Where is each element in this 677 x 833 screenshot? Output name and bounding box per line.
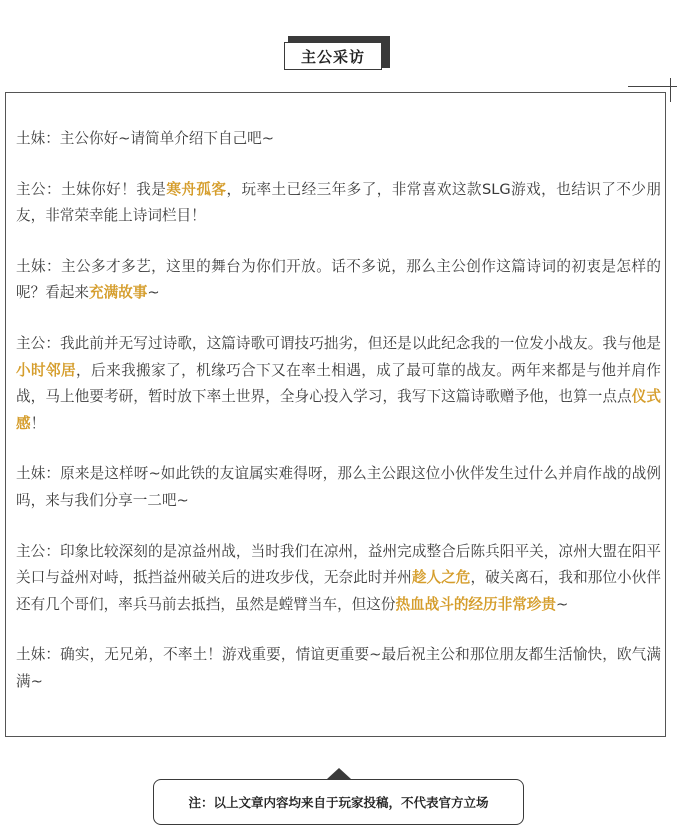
section-title-badge <box>284 36 390 74</box>
text-segment: 土妹：原来是这样呀~如此铁的友谊属实难得呀，那么主公跟这位小伙伴发生过什么并肩作战的战例吗，来与我们分享一二吧~ <box>16 465 661 509</box>
paragraph-3 <box>16 254 661 307</box>
text-segment: 土妹：主公你好~请简单介绍下自己吧~ <box>16 130 274 147</box>
disclaimer-note <box>153 779 524 825</box>
highlight-text: 充满故事 <box>88 284 148 302</box>
paragraph-1 <box>16 126 661 153</box>
text-segment: 主公：我此前并无写过诗歌，这篇诗歌可谓技巧拙劣，但还是以此纪念我的一位发小战友。我与他是 <box>16 334 661 352</box>
note-pointer <box>327 768 351 779</box>
text-segment: ~ <box>556 595 569 613</box>
text-segment: ，后来我搬家了，机缘巧合下又在率土相遇，成了最可靠的战友。两年来都是与他并肩作战，马上他要考研，暂时放下率土世界，全身心投入学习，我写下这篇诗歌赠予他，也算一点点 <box>16 361 661 406</box>
corner-decoration-vertical <box>670 78 671 102</box>
paragraph-5 <box>16 461 661 514</box>
paragraph-6 <box>16 539 661 619</box>
paragraph-7 <box>16 642 661 695</box>
paragraph-2 <box>16 177 661 230</box>
text-segment: ，破关离石，我和那位小伙伴还有几个哥们，率兵马前去抵挡，虽然是螳臂当车，但这份 <box>16 569 661 613</box>
highlight-text: 趁人之危 <box>411 569 471 587</box>
section-title: 主公采访 <box>284 42 382 70</box>
text-segment: ！ <box>30 414 46 432</box>
highlight-text: 仪式感 <box>16 388 661 432</box>
text-segment: 主公：土妹你好！我是 <box>16 180 167 198</box>
text-segment: 土妹：主公多才多艺，这里的舞台为你们开放。话不多说，那么主公创作这篇诗词的初衷是怎样的呢？看起来 <box>16 257 661 302</box>
interview-content <box>16 126 661 720</box>
disclaimer-text: 注：以上文章内容均来自于玩家投稿，不代表官方立场 <box>188 795 489 810</box>
highlight-text: 热血战斗的经历非常珍贵 <box>395 595 556 613</box>
text-segment: ，玩率土已经三年多了，非常喜欢这款SLG游戏，也结识了不少朋友，非常荣幸能上诗词栏目！ <box>16 180 661 225</box>
text-segment: 土妹：确实，无兄弟，不率土！游戏重要，情谊更重要~最后祝主公和那位朋友都生活愉快，欧气满满~ <box>16 646 661 690</box>
text-segment: ~ <box>147 284 160 302</box>
paragraph-4 <box>16 331 661 437</box>
highlight-text: 小时邻居 <box>16 361 77 379</box>
text-segment: 主公：印象比较深刻的是凉益州战，当时我们在凉州，益州完成整合后陈兵阳平关，凉州大盟在阳平关口与益州对峙，抵挡益州破关后的进攻步伐，无奈此时并州 <box>16 542 661 587</box>
highlight-text: 寒舟孤客 <box>166 180 227 198</box>
